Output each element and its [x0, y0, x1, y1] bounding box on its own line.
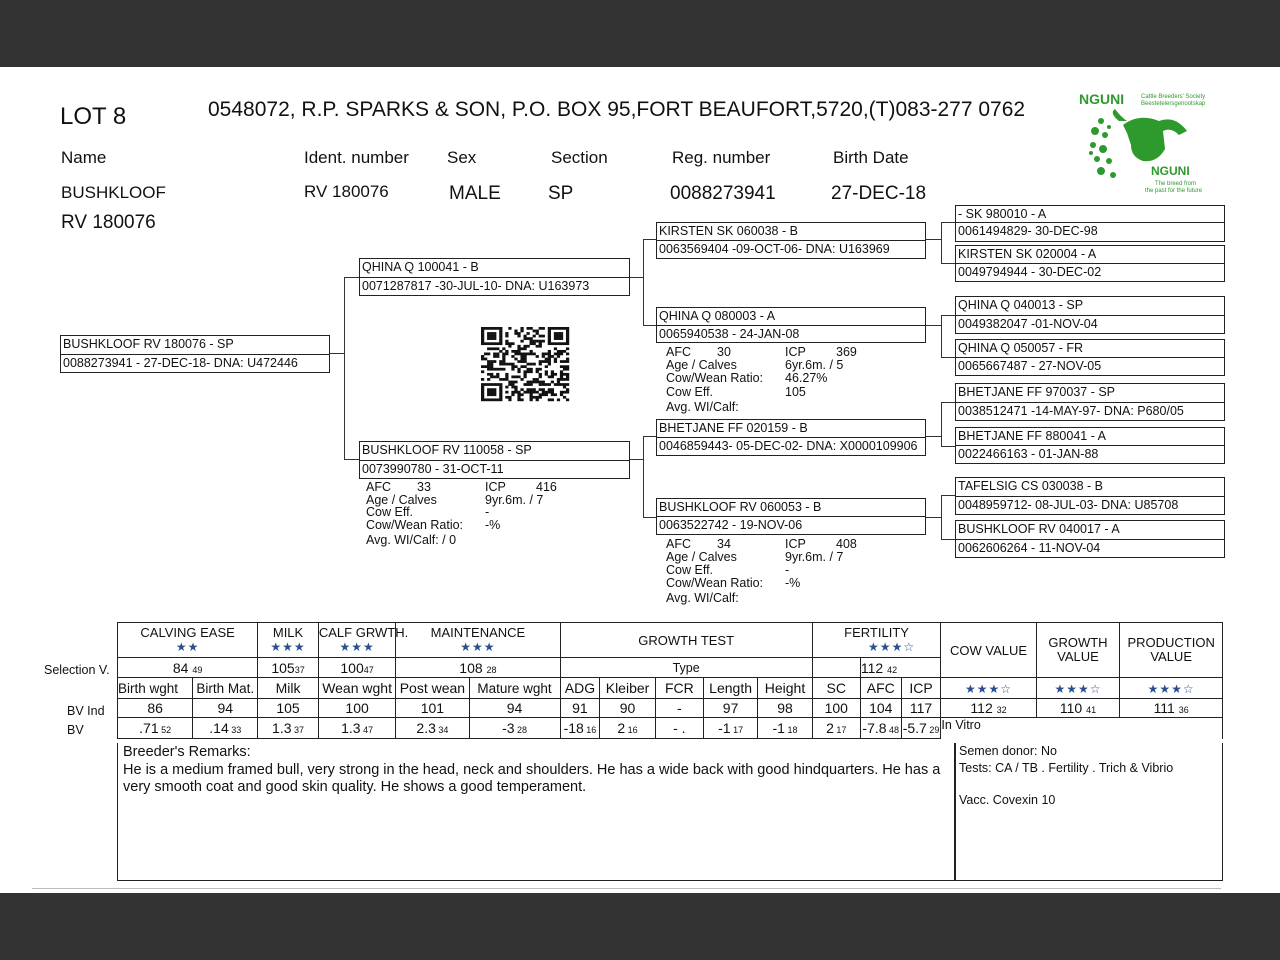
- pedigree-dsd: BHETJANE FF 880041 - A 0022466163 - 01-JAN-88: [955, 427, 1225, 464]
- vaccination: Vacc. Covexin 10: [959, 793, 1056, 807]
- bv-value: -5.7 29: [901, 718, 941, 739]
- column-header: Length: [703, 678, 757, 699]
- bv-value: 2 17: [812, 718, 860, 739]
- pv-stars-cell: [1120, 678, 1223, 699]
- dam-stats: AFC 33 ICP 416 Age / Calves 9yr.6m. / 7 Cow Eff. - Cow/Wean Ratio: -% Avg. WI/Calf: / 0: [366, 480, 557, 547]
- bvind-value: 104: [860, 699, 901, 718]
- production-value-header: PRODUCTION VALUE: [1120, 623, 1223, 678]
- group-fertility: FERTILITY ★★★☆: [812, 623, 941, 658]
- svg-text:Cattle Breeders' Society: Cattle Breeders' Society: [1141, 94, 1206, 100]
- svg-text:the past for the future: the past for the future: [1145, 188, 1203, 194]
- qr-code-icon: [481, 327, 569, 401]
- selection-calving: 84 49: [118, 658, 258, 678]
- animal-reg: 0088273941: [670, 183, 776, 204]
- selection-milk: 10537: [258, 658, 319, 678]
- animal-section: SP: [548, 183, 574, 204]
- group-milk: MILK ★★★: [258, 623, 319, 658]
- bvind-value: 86: [118, 699, 193, 718]
- bvind-value: 90: [600, 699, 655, 718]
- bv-value: 2.3 34: [396, 718, 469, 739]
- breeder-info: 0548072, R.P. SPARKS & SON, P.O. BOX 95,FORT BEAUFORT,5720,(T)083-277 0762: [208, 98, 1026, 121]
- selection-maint: 108 28: [396, 658, 560, 678]
- connector: [329, 353, 344, 354]
- bv-value: .71 52: [118, 718, 193, 739]
- connector: [941, 315, 956, 316]
- column-header: Height: [758, 678, 812, 699]
- pedigree-ssd: KIRSTEN SK 020004 - A 0049794944 - 30-DEC-02: [955, 245, 1225, 282]
- cow-value-header: COW VALUE: [941, 623, 1036, 678]
- column-header: Mature wght: [469, 678, 560, 699]
- cow-stars: ★★★☆: [965, 682, 1013, 696]
- group-growth-test: GROWTH TEST: [560, 623, 812, 658]
- connector: [941, 222, 956, 223]
- column-header: ADG: [560, 678, 600, 699]
- animal-name-line2: RV 180076: [61, 212, 156, 233]
- label-ident: Ident. number: [304, 148, 409, 167]
- connector: [629, 277, 643, 278]
- pedigree-sire-sire: KIRSTEN SK 060038 - B 0063569404 -09-OCT-06- DNA: U163969: [656, 222, 926, 259]
- pedigree-dds: TAFELSIG CS 030038 - B 0048959712- 08-JUL-03- DNA: U85708: [955, 477, 1225, 515]
- connector: [941, 446, 956, 447]
- growth-value-header: GROWTH VALUE: [1036, 623, 1120, 678]
- gv-stars-cell: [1036, 678, 1120, 699]
- bvind-gv: 110 41: [1036, 699, 1120, 718]
- maint-stars: ★★★: [460, 640, 496, 654]
- pedigree-sire: QHINA Q 100041 - B 0071287817 -30-JUL-10- DNA: U163973: [359, 258, 630, 296]
- connector: [643, 325, 657, 326]
- connector: [344, 277, 345, 459]
- pedigree-sdd: QHINA Q 050057 - FR 0065667487 - 27-NOV-05: [955, 339, 1225, 376]
- connector: [925, 239, 941, 240]
- bottom-frame-bar: [0, 893, 1280, 960]
- pedigree-sire-dam: QHINA Q 080003 - A 0065940538 - 24-JAN-08: [656, 307, 926, 343]
- pedigree-dam-dam: BUSHKLOOF RV 060053 - B 0063522742 - 19-NOV-06: [656, 498, 926, 535]
- group-maintenance: MAINTENANCE ★★★: [396, 623, 560, 658]
- milk-stars: ★★★: [270, 640, 306, 654]
- row-label-bv: BV: [67, 723, 84, 737]
- calving-stars: ★★: [175, 640, 200, 654]
- connector: [941, 495, 942, 539]
- connector: [643, 436, 657, 437]
- label-sex: Sex: [447, 148, 477, 167]
- svg-text:The breed from: The breed from: [1155, 181, 1197, 187]
- cow-stars-cell: [941, 678, 1036, 699]
- connector: [941, 263, 956, 264]
- connector: [643, 239, 657, 240]
- bvind-value: 97: [703, 699, 757, 718]
- tests-panel: [955, 743, 1223, 881]
- connector: [941, 495, 956, 496]
- animal-name: BUSHKLOOF: [61, 183, 166, 202]
- logo-brand: NGUNI: [1079, 91, 1125, 107]
- column-header: Milk: [258, 678, 319, 699]
- connector: [925, 325, 941, 326]
- in-vitro: In Vitro: [941, 718, 1223, 739]
- label-reg: Reg. number: [672, 148, 771, 167]
- group-calving-ease: CALVING EASE ★★: [118, 623, 258, 658]
- bv-value: -7.8 48: [860, 718, 901, 739]
- column-header: SC: [812, 678, 860, 699]
- label-section: Section: [551, 148, 608, 167]
- bv-value: 1.3 47: [318, 718, 395, 739]
- bvind-value: 94: [469, 699, 560, 718]
- pedigree-sds: QHINA Q 040013 - SP 0049382047 -01-NOV-04: [955, 296, 1225, 334]
- nguni-logo: [1079, 91, 1211, 195]
- bvind-value: 101: [396, 699, 469, 718]
- animal-birth: 27-DEC-18: [831, 183, 927, 204]
- bv-value: -18 16: [560, 718, 600, 739]
- bvind-value: 117: [901, 699, 941, 718]
- connector: [925, 517, 941, 518]
- bvind-pv: 111 36: [1120, 699, 1223, 718]
- bv-value: 1.3 37: [258, 718, 319, 739]
- bv-value: -1 18: [758, 718, 812, 739]
- dam-dam-stats: AFC 34 ICP 408 Age / Calves 9yr.6m. / 7 Cow Eff. - Cow/Wean Ratio: -% Avg. WI/Calf:: [666, 537, 857, 605]
- column-header: Birth wght: [118, 678, 193, 699]
- remarks-title: Breeder's Remarks:: [123, 744, 251, 760]
- label-name: Name: [61, 148, 107, 167]
- bvind-value: 100: [812, 699, 860, 718]
- connector: [643, 239, 644, 325]
- calf-stars: ★★★: [339, 640, 375, 654]
- selection-type: Type: [560, 658, 812, 678]
- bvind-value: 98: [758, 699, 812, 718]
- column-header: Kleiber: [600, 678, 655, 699]
- column-header: ICP: [901, 678, 941, 699]
- pedigree-dam-sire: BHETJANE FF 020159 - B 0046859443- 05-DEC-02- DNA: X0000109906: [656, 419, 926, 456]
- bvind-value: -: [655, 699, 703, 718]
- bv-value: -3 28: [469, 718, 560, 739]
- bvind-value: 94: [193, 699, 258, 718]
- connector: [925, 436, 941, 437]
- tests: Tests: CA / TB . Fertility . Trich & Vibrio: [959, 761, 1174, 775]
- bvind-value: 91: [560, 699, 600, 718]
- bvind-value: 100: [318, 699, 395, 718]
- pedigree-dam: BUSHKLOOF RV 110058 - SP 0073990780 - 31-OCT-11: [359, 441, 630, 479]
- selection-calf: 10047: [318, 658, 395, 678]
- connector: [941, 222, 942, 263]
- bv-value: .14 33: [193, 718, 258, 739]
- selection-fert: 112 42: [860, 658, 941, 678]
- animal-ident: RV 180076: [304, 182, 389, 201]
- column-header: FCR: [655, 678, 703, 699]
- bv-value: 2 16: [600, 718, 655, 739]
- pedigree-subject: BUSHKLOOF RV 180076 - SP 0088273941 - 27-DEC-18- DNA: U472446: [60, 335, 330, 373]
- pedigree-sss: - SK 980010 - A 0061494829- 30-DEC-98: [955, 205, 1225, 242]
- row-label-selection: Selection V.: [44, 663, 110, 677]
- column-header: Post wean: [396, 678, 469, 699]
- sire-dam-stats: AFC 30 ICP 369 Age / Calves 6yr.6m. / 5 Cow/Wean Ratio: 46.27% Cow Eff. 105 Avg. WI/Calf:: [666, 345, 857, 414]
- pedigree-dss: BHETJANE FF 970037 - SP 0038512471 -14-MAY-97- DNA: P680/05: [955, 383, 1225, 421]
- bvind-value: 105: [258, 699, 319, 718]
- svg-text:Beestetelersgenootskap: Beestetelersgenootskap: [1141, 101, 1206, 107]
- fert-stars: ★★★☆: [868, 640, 916, 654]
- column-header: AFC: [860, 678, 901, 699]
- label-birth: Birth Date: [833, 148, 909, 167]
- bv-value: - .: [655, 718, 703, 739]
- bv-value: -1 17: [703, 718, 757, 739]
- bvind-cow: 112 32: [941, 699, 1036, 718]
- pedigree-ddd: BUSHKLOOF RV 040017 - A 0062606264 - 11-NOV-04: [955, 520, 1225, 558]
- svg-text:NGUNI: NGUNI: [1151, 164, 1190, 178]
- row-label-bvind: BV Ind: [67, 704, 105, 718]
- column-header: Wean wght: [318, 678, 395, 699]
- connector: [629, 459, 643, 460]
- semen-donor: Semen donor: No: [959, 744, 1057, 758]
- breeding-values-table: [117, 622, 1223, 739]
- catalog-page: [0, 67, 1280, 893]
- column-header: Birth Mat.: [193, 678, 258, 699]
- pv-stars: ★★★☆: [1147, 682, 1195, 696]
- animal-sex: MALE: [449, 183, 501, 204]
- group-calf-growth: CALF GRWTH. ★★★: [318, 623, 395, 658]
- remarks-text: He is a medium framed bull, very strong in the head, neck and shoulders. He has a wide back with good hindquarters. He has a very smooth coat and good skin quality. He shows a good temperament.: [123, 762, 941, 795]
- connector: [344, 277, 360, 278]
- gv-stars: ★★★☆: [1054, 682, 1102, 696]
- connector: [344, 459, 360, 460]
- top-frame-bar: [0, 0, 1280, 67]
- lot-number: LOT 8: [60, 103, 127, 130]
- divider: [32, 888, 1221, 889]
- breeder-remarks: [117, 743, 955, 881]
